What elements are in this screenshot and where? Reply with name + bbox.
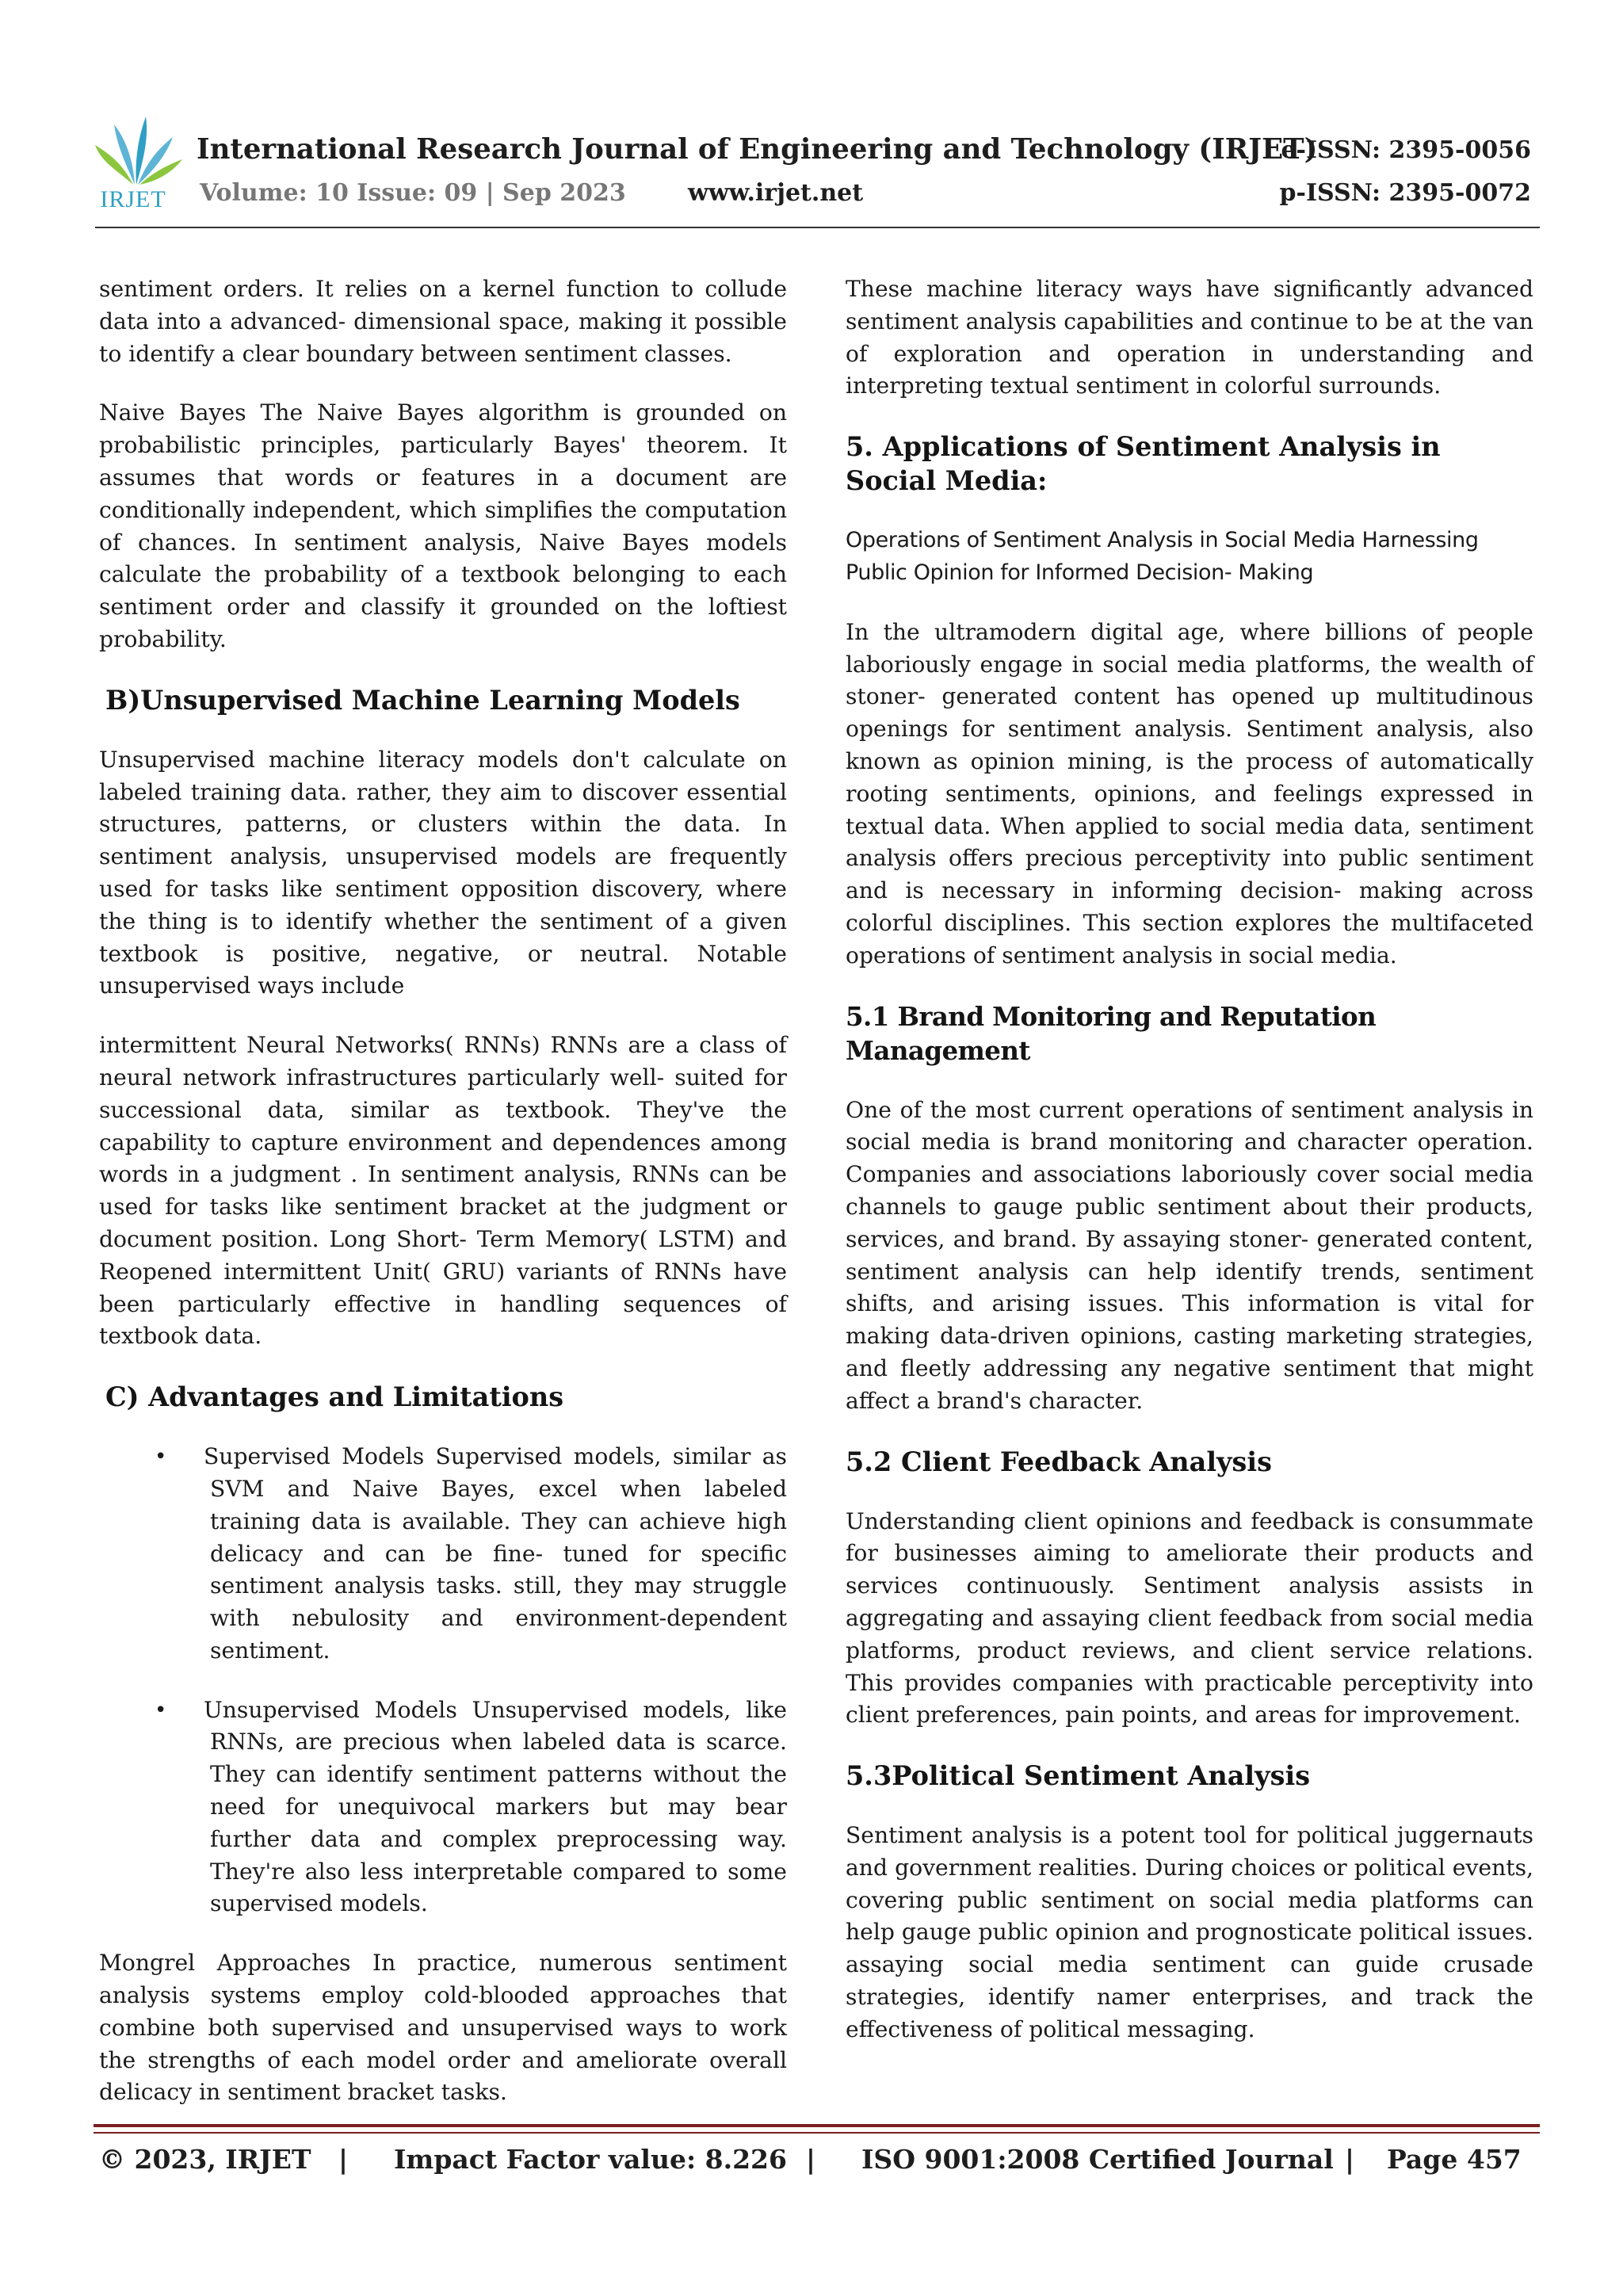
footer-rule-thick — [94, 2124, 1540, 2127]
list-item — [99, 1441, 787, 1668]
paragraph: One of the most current operations of sentiment analysis in social media is brand monitoring and character operation. Companies and associations laboriously cover social media channels to gauge public sentiment about their products, services, and brand. By assaying stoner- generated content, sentiment analysis can help identify trends, sentiment shifts, and arising issues. This information is vital for making data-driven opinions, casting marketing strategies, and fleetly addressing any negative sentiment that might affect a brand's character. — [846, 1096, 1533, 1414]
advantages-list — [99, 1441, 787, 1920]
paragraph: In the ultramodern digital age, where billions of people laboriously engage in social media platforms, the wealth of stoner- generated content has opened up multitudinous openings for sentiment analysis. Sentiment analysis, also known as opinion mining, is the process of automatically rooting sentiments, opinions, and feelings expressed in textual data. When applied to social media data, sentiment analysis offers precious perceptivity into public sentiment and is necessary in informing decision- making across colorful disciplines. This section explores the multifaceted operations of sentiment analysis in social media. — [846, 618, 1533, 968]
pissn: p-ISSN: 2395-0072 — [1279, 179, 1531, 207]
footer-separator: | — [338, 2144, 349, 2175]
eissn: e-ISSN: 2395-0056 — [1281, 136, 1531, 164]
list-item-text: Unsupervised Models Unsupervised models, like RNNs, are precious when labeled data is scarce. They can identify sentiment patterns without the need for unequivocal markers but may bear further data and complex preprocessing way. They're also less interpretable compared to some supervised models. — [204, 1696, 787, 1917]
paragraph: Understanding client opinions and feedback is consummate for businesses aiming to ameliorate their products and services continuously. Sentiment analysis assists in aggregating and assaying client feedback from social media platforms, product reviews, and client service relations. This provides companies with practicable perceptivity into client preferences, pain points, and areas for improvement. — [846, 1507, 1533, 1729]
volume-issue: Volume: 10 Issue: 09 | Sep 2023 — [200, 179, 626, 207]
paragraph: Naive Bayes The Naive Bayes algorithm is grounded on probabilistic principles, particularly Bayes' theorem. It assumes that words or features in a document are conditionally independent, which simplifies the computation of chances. In sentiment analysis, Naive Bayes models calculate the probability of a textbook belonging to each sentiment order and classify it grounded on the loftiest probability. — [99, 399, 787, 652]
journal-website: www.irjet.net — [688, 179, 864, 207]
section-heading-applications: 5. Applications of Sentiment Analysis in Social Media: — [846, 431, 1441, 497]
left-column — [99, 273, 787, 2136]
footer-copyright: © 2023, IRJET — [99, 2144, 311, 2175]
section-heading-unsupervised: B)Unsupervised Machine Learning Models — [105, 684, 740, 716]
section-heading-brand-monitoring: 5.1 Brand Monitoring and Reputation Management — [846, 1000, 1377, 1066]
footer-iso: ISO 9001:2008 Certified Journal — [861, 2144, 1334, 2175]
paragraph: Unsupervised machine literacy models don't calculate on labeled training data. rather, they aim to discover essential structures, patterns, or clusters within the data. In sentiment analysis, unsupervised models are frequently used for tasks like sentiment opposition discovery, where the thing is to identify whether the sentiment of a given textbook is positive, negative, or neutral. Notable unsupervised ways include — [99, 746, 787, 999]
paragraph: These machine literacy ways have significantly advanced sentiment analysis capabilities and continue to be at the van of exploration and operation in understanding and interpreting textual sentiment in colorful surrounds. — [846, 276, 1533, 399]
paragraph: sentiment orders. It relies on a kernel function to collude data into a advanced- dimensional space, making it possible to identify a clear boundary between sentiment classes. — [99, 276, 787, 367]
footer-rule-thin — [94, 2132, 1540, 2134]
paragraph: Sentiment analysis is a potent tool for political juggernauts and government realities. During choices or political events, covering public sentiment on social media platforms can help gauge public opinion and prognosticate political issues. assaying social media sentiment can guide crusade strategies, identify namer enterprises, and track the effectiveness of political messaging. — [846, 1822, 1533, 2042]
list-item-text: Supervised Models Supervised models, similar as SVM and Naive Bayes, excel when labeled training data is available. They can achieve high delicacy and can be fine- tuned for specific sentiment analysis tasks. still, they may struggle with nebulosity and environment-dependent sentiment. — [204, 1443, 787, 1664]
logo-leaves-icon — [94, 115, 185, 190]
footer-impact-factor: Impact Factor value: 8.226 — [394, 2144, 787, 2175]
paragraph: intermittent Neural Networks( RNNs) RNNs are a class of neural network infrastructures particularly well- suited for successional data, similar as textbook. They've the capability to capture environment and dependences among words in a judgment . In sentiment analysis, RNNs can be used for tasks like sentiment bracket at the judgment or document position. Long Short- Term Memory( LSTM) and Reopened intermittent Unit( GRU) variants of RNNs have been particularly effective in handling sequences of textbook data. — [99, 1032, 787, 1350]
right-column — [846, 273, 1533, 2073]
footer-separator: | — [1345, 2144, 1355, 2175]
paragraph-subtitle: Operations of Sentiment Analysis in Social Media Harnessing Public Opinion for Informed Decision- Making — [846, 528, 1479, 585]
page-footer — [99, 2144, 1540, 2183]
bullet-icon: • — [155, 1445, 167, 1469]
list-item — [99, 1694, 787, 1921]
section-heading-political: 5.3Political Sentiment Analysis — [846, 1760, 1311, 1792]
irjet-logo — [94, 115, 185, 216]
logo-text: IRJET — [100, 186, 166, 212]
section-heading-advantages: C) Advantages and Limitations — [105, 1381, 564, 1413]
section-heading-client-feedback: 5.2 Client Feedback Analysis — [846, 1446, 1272, 1477]
journal-title: International Research Journal of Engineering and Technology (IRJET) — [197, 133, 1318, 166]
header-rule — [95, 227, 1540, 228]
paragraph: Mongrel Approaches In practice, numerous sentiment analysis systems employ cold-blooded approaches that combine both supervised and unsupervised ways to work the strengths of each model order and ameliorate overall delicacy in sentiment bracket tasks. — [99, 1950, 787, 2106]
bullet-icon: • — [155, 1698, 167, 1722]
footer-separator: | — [806, 2144, 816, 2175]
footer-page-number: Page 457 — [1387, 2144, 1522, 2175]
